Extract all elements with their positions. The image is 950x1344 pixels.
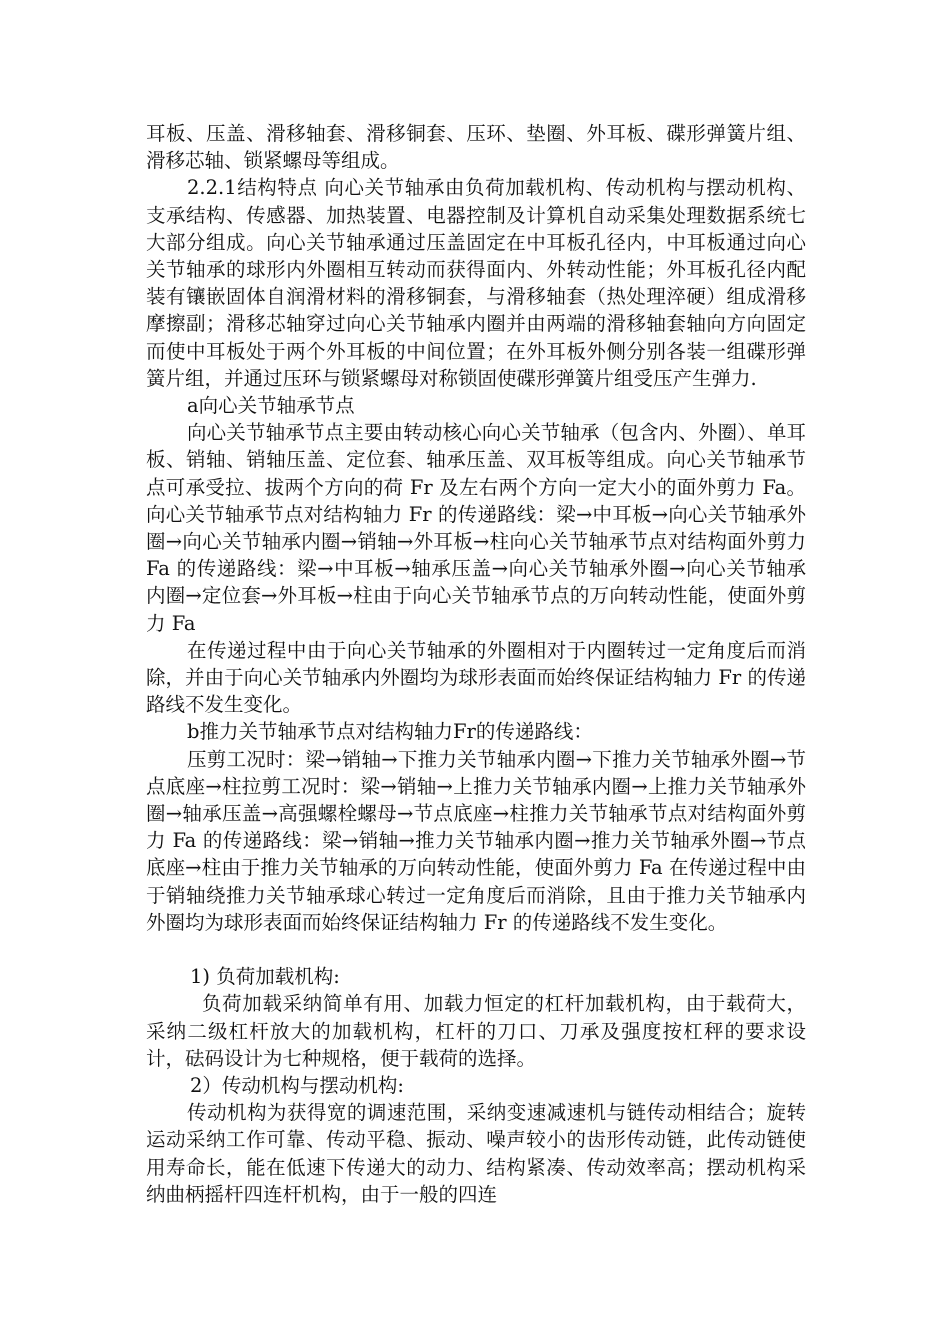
paragraph-radial-joint-bearing-node: 向心关节轴承节点主要由转动核心向心关节轴承（包含内、外圈）、单耳板、销轴、销轴压盖、定位套、轴承压盖、双耳板等组成。向心关节轴承节点可承受拉、拔两个方向的荷 Fr 及左右两个方向一定大小的面外剪力 Fa。向心关节轴承节点对结构轴力 Fr 的传递路线：梁→中耳板→向心关节轴承外圈→向心关节轴承内圈→销轴→外耳板→柱向心关节轴承节点对结构面外剪力 Fa 的传递路线：梁→中耳板→轴承压盖→向心关节轴承外圈→向心关节轴承内圈→定位套→外耳板→柱由于向心关节轴承节点的万向转动性能，使面外剪力 Fa	[146, 421, 806, 635]
subheading-thrust-joint-bearing-node: b推力关节轴承节点对结构轴力Fr的传递路线：	[187, 720, 593, 744]
paragraph-intro-continuation: 耳板、压盖、滑移轴套、滑移铜套、压环、垫圈、外耳板、碟形弹簧片组、滑移芯轴、锁紧螺母等组成。	[146, 122, 806, 173]
heading-transmission-mechanism: 2）传动机构与摆动机构:	[190, 1073, 404, 1097]
paragraph-thrust-joint-bearing-node: 压剪工况时：梁→销轴→下推力关节轴承内圈→下推力关节轴承外圈→节点底座→柱拉剪工况时：梁→销轴→上推力关节轴承内圈→上推力关节轴承外圈→轴承压盖→高强螺栓螺母→节点底座→柱推力关节轴承节点对结构面外剪力 Fa 的传递路线：梁→销轴→推力关节轴承内圈→推力关节轴承外圈→节点底座→柱由于推力关节轴承的万向转动性能，使面外剪力 Fa 在传递过程中由于销轴绕推力关节轴承球心转过一定角度后而消除，且由于推力关节轴承内外圈均为球形表面而始终保证结构轴力 Fr 的传递路线不发生变化。	[146, 747, 806, 934]
paragraph-force-transfer: 在传递过程中由于向心关节轴承的外圈相对于内圈转过一定角度后而消除，并由于向心关节轴承内外圈均为球形表面而始终保证结构轴力 Fr 的传递路线不发生变化。	[146, 638, 806, 717]
document-body	[146, 120, 806, 1208]
heading-load-mechanism: 1) 负荷加载机构:	[190, 965, 340, 989]
blank-line	[146, 936, 806, 963]
subheading-radial-joint-bearing-node: a向心关节轴承节点	[187, 394, 355, 418]
paragraph-transmission-mechanism: 传动机构为获得宽的调速范围，采纳变速减速机与链传动相结合；旋转运动采纳工作可靠、传动平稳、振动、噪声较小的齿形传动链，此传动链使用寿命长，能在低速下传递大的动力、结构紧凑、传动效率高；摆动机构采纳曲柄摇杆四连杆机构，由于一般的四连	[146, 1101, 806, 1206]
paragraph-load-mechanism: 负荷加载采纳简单有用、加载力恒定的杠杆加载机构，由于载荷大，采纳二级杠杆放大的加载机构，杠杆的刀口、刀承及强度按杠秤的要求设计，砝码设计为七种规格，便于载荷的选择。	[146, 992, 806, 1070]
paragraph-structure-features: 2.2.1结构特点 向心关节轴承由负荷加载机构、传动机构与摆动机构、支承结构、传感器、加热装置、电器控制及计算机自动采集处理数据系统七大部分组成。向心关节轴承通过压盖固定在中耳板孔径内，中耳板通过向心关节轴承的球形内外圈相互转动而获得面内、外转动性能；外耳板孔径内配装有镶嵌固体自润滑材料的滑移铜套，与滑移轴套（热处理淬硬）组成滑移摩擦副；滑移芯轴穿过向心关节轴承内圈并由两端的滑移轴套轴向方向固定而使中耳板处于两个外耳板的中间位置；在外耳板外侧分别各装一组碟形弹簧片组，并通过压环与锁紧螺母对称锁固使碟形弹簧片组受压产生弹力.	[146, 176, 806, 390]
